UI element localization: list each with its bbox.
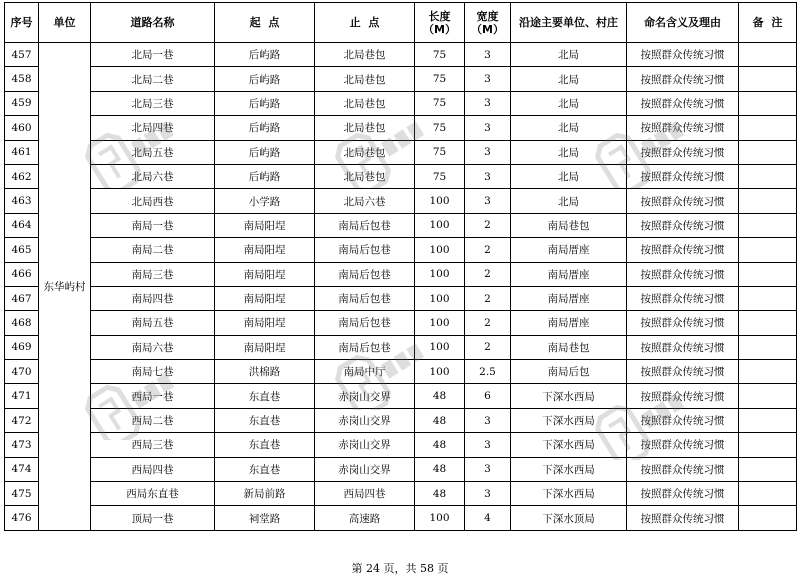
header-width-unit: （M） [471,22,504,36]
cell-remarks [739,384,797,408]
cell-meaning: 按照群众传统习惯 [627,286,739,310]
cell-remarks [739,360,797,384]
cell-along: 下深水西局 [511,433,627,457]
table-row [5,384,797,408]
cell-end: 南局中厅 [315,360,415,384]
table-body [5,43,797,531]
cell-seq: 467 [5,286,39,310]
cell-meaning: 按照群众传统习惯 [627,408,739,432]
cell-end: 北局六巷 [315,189,415,213]
header-width-label: 宽度 [476,9,499,23]
cell-start: 南局阳埕 [215,311,315,335]
cell-start: 后屿路 [215,164,315,188]
header-length-unit: （M） [423,22,456,36]
cell-seq: 463 [5,189,39,213]
cell-remarks [739,335,797,359]
cell-remarks [739,67,797,91]
cell-remarks [739,286,797,310]
road-naming-table [4,2,797,531]
cell-length: 48 [415,384,465,408]
cell-road-name: 北局五巷 [91,140,215,164]
cell-end: 南局后包巷 [315,213,415,237]
cell-seq: 472 [5,408,39,432]
cell-start: 东直巷 [215,408,315,432]
cell-road-name: 北局四巷 [91,116,215,140]
cell-seq: 471 [5,384,39,408]
road-naming-table-container [4,2,796,531]
cell-start: 洪棉路 [215,360,315,384]
cell-remarks [739,238,797,262]
cell-seq: 458 [5,67,39,91]
header-seq: 序号 [5,3,39,43]
cell-remarks [739,262,797,286]
cell-remarks [739,43,797,67]
cell-remarks [739,433,797,457]
cell-seq: 474 [5,457,39,481]
cell-start: 祠堂路 [215,506,315,530]
table-row [5,311,797,335]
table-row [5,238,797,262]
cell-length: 100 [415,360,465,384]
cell-along: 北局 [511,189,627,213]
cell-along: 南局厝座 [511,311,627,335]
cell-width: 3 [465,482,511,506]
cell-road-name: 南局一巷 [91,213,215,237]
cell-along: 南局厝座 [511,286,627,310]
cell-width: 3 [465,91,511,115]
header-along: 沿途主要单位、村庄 [511,3,627,43]
cell-meaning: 按照群众传统习惯 [627,116,739,140]
cell-end: 西局四巷 [315,482,415,506]
cell-meaning: 按照群众传统习惯 [627,189,739,213]
cell-start: 小学路 [215,189,315,213]
cell-end: 北局巷包 [315,67,415,91]
cell-start: 新局前路 [215,482,315,506]
table-row [5,433,797,457]
cell-remarks [739,482,797,506]
table-row [5,213,797,237]
cell-road-name: 西局四巷 [91,457,215,481]
cell-end: 北局巷包 [315,164,415,188]
table-row [5,408,797,432]
cell-length: 75 [415,67,465,91]
cell-width: 3 [465,140,511,164]
cell-road-name: 南局七巷 [91,360,215,384]
table-header-row [5,3,797,43]
cell-length: 100 [415,286,465,310]
cell-road-name: 南局四巷 [91,286,215,310]
cell-remarks [739,140,797,164]
table-row [5,116,797,140]
cell-road-name: 西局一巷 [91,384,215,408]
cell-end: 北局巷包 [315,43,415,67]
table-row [5,506,797,530]
cell-remarks [739,164,797,188]
cell-start: 东直巷 [215,457,315,481]
cell-start: 南局阳埕 [215,335,315,359]
cell-meaning: 按照群众传统习惯 [627,506,739,530]
cell-road-name: 北局西巷 [91,189,215,213]
cell-width: 2 [465,238,511,262]
cell-along: 南局厝座 [511,238,627,262]
cell-along: 南局厝座 [511,262,627,286]
cell-seq: 457 [5,43,39,67]
cell-meaning: 按照群众传统习惯 [627,433,739,457]
header-meaning: 命名含义及理由 [627,3,739,43]
cell-along: 北局 [511,67,627,91]
table-row [5,189,797,213]
table-row [5,91,797,115]
cell-width: 3 [465,164,511,188]
table-row [5,286,797,310]
cell-meaning: 按照群众传统习惯 [627,43,739,67]
cell-length: 48 [415,433,465,457]
cell-road-name: 南局二巷 [91,238,215,262]
cell-start: 后屿路 [215,140,315,164]
cell-meaning: 按照群众传统习惯 [627,67,739,91]
cell-end: 赤岗山交界 [315,384,415,408]
cell-along: 北局 [511,116,627,140]
cell-meaning: 按照群众传统习惯 [627,311,739,335]
cell-meaning: 按照群众传统习惯 [627,335,739,359]
cell-start: 南局阳埕 [215,213,315,237]
cell-meaning: 按照群众传统习惯 [627,213,739,237]
cell-seq: 475 [5,482,39,506]
cell-meaning: 按照群众传统习惯 [627,238,739,262]
cell-seq: 462 [5,164,39,188]
cell-width: 3 [465,457,511,481]
header-length-label: 长度 [428,9,451,23]
header-end: 止 点 [315,3,415,43]
cell-start: 后屿路 [215,116,315,140]
cell-meaning: 按照群众传统习惯 [627,384,739,408]
cell-end: 高速路 [315,506,415,530]
cell-width: 2 [465,311,511,335]
cell-road-name: 北局一巷 [91,43,215,67]
header-width [465,3,511,43]
cell-end: 北局巷包 [315,91,415,115]
cell-start: 东直巷 [215,433,315,457]
cell-meaning: 按照群众传统习惯 [627,482,739,506]
header-road-name: 道路名称 [91,3,215,43]
cell-along: 下深水西局 [511,482,627,506]
cell-seq: 459 [5,91,39,115]
cell-road-name: 西局二巷 [91,408,215,432]
cell-start: 南局阳埕 [215,238,315,262]
cell-end: 北局巷包 [315,116,415,140]
table-row [5,140,797,164]
cell-road-name: 南局三巷 [91,262,215,286]
cell-along: 南局巷包 [511,213,627,237]
cell-along: 北局 [511,140,627,164]
cell-length: 100 [415,213,465,237]
cell-meaning: 按照群众传统习惯 [627,457,739,481]
cell-meaning: 按照群众传统习惯 [627,262,739,286]
cell-road-name: 北局六巷 [91,164,215,188]
cell-along: 北局 [511,164,627,188]
cell-unit: 东华屿村 [39,43,91,531]
cell-start: 后屿路 [215,67,315,91]
cell-road-name: 西局东直巷 [91,482,215,506]
cell-end: 南局后包巷 [315,262,415,286]
cell-road-name: 北局二巷 [91,67,215,91]
cell-width: 3 [465,67,511,91]
cell-width: 4 [465,506,511,530]
cell-width: 6 [465,384,511,408]
cell-along: 北局 [511,43,627,67]
header-length [415,3,465,43]
cell-seq: 476 [5,506,39,530]
cell-width: 3 [465,433,511,457]
cell-along: 北局 [511,91,627,115]
cell-road-name: 南局六巷 [91,335,215,359]
header-unit: 单位 [39,3,91,43]
table-row [5,67,797,91]
cell-length: 100 [415,189,465,213]
cell-length: 100 [415,311,465,335]
cell-length: 75 [415,91,465,115]
cell-end: 南局后包巷 [315,286,415,310]
table-row [5,457,797,481]
cell-length: 75 [415,43,465,67]
cell-along: 下深水西局 [511,457,627,481]
cell-length: 100 [415,335,465,359]
cell-seq: 461 [5,140,39,164]
cell-along: 南局巷包 [511,335,627,359]
table-row [5,262,797,286]
cell-along: 南局后包 [511,360,627,384]
cell-start: 后屿路 [215,91,315,115]
cell-meaning: 按照群众传统习惯 [627,164,739,188]
header-remarks: 备 注 [739,3,797,43]
cell-end: 南局后包巷 [315,335,415,359]
cell-along: 下深水西局 [511,408,627,432]
cell-length: 100 [415,262,465,286]
cell-remarks [739,457,797,481]
cell-road-name: 西局三巷 [91,433,215,457]
cell-width: 2 [465,286,511,310]
cell-width: 2.5 [465,360,511,384]
cell-end: 南局后包巷 [315,238,415,262]
cell-length: 75 [415,116,465,140]
cell-seq: 464 [5,213,39,237]
cell-seq: 466 [5,262,39,286]
cell-start: 东直巷 [215,384,315,408]
cell-seq: 470 [5,360,39,384]
cell-end: 南局后包巷 [315,311,415,335]
cell-meaning: 按照群众传统习惯 [627,140,739,164]
cell-seq: 473 [5,433,39,457]
cell-width: 3 [465,189,511,213]
cell-remarks [739,116,797,140]
cell-seq: 469 [5,335,39,359]
cell-along: 下深水西局 [511,384,627,408]
cell-meaning: 按照群众传统习惯 [627,91,739,115]
cell-road-name: 北局三巷 [91,91,215,115]
table-row [5,335,797,359]
header-start: 起 点 [215,3,315,43]
cell-width: 2 [465,335,511,359]
cell-end: 赤岗山交界 [315,408,415,432]
cell-seq: 460 [5,116,39,140]
cell-remarks [739,91,797,115]
cell-length: 75 [415,164,465,188]
cell-seq: 468 [5,311,39,335]
cell-start: 南局阳埕 [215,262,315,286]
cell-length: 48 [415,408,465,432]
cell-remarks [739,213,797,237]
cell-end: 北局巷包 [315,140,415,164]
cell-width: 2 [465,213,511,237]
cell-width: 3 [465,116,511,140]
cell-road-name: 顶局一巷 [91,506,215,530]
cell-start: 南局阳埕 [215,286,315,310]
cell-end: 赤岗山交界 [315,457,415,481]
cell-length: 100 [415,238,465,262]
cell-width: 3 [465,408,511,432]
cell-seq: 465 [5,238,39,262]
table-row [5,360,797,384]
page-footer: 第 24 页，共 58 页 [351,562,449,575]
cell-remarks [739,189,797,213]
cell-remarks [739,311,797,335]
cell-start: 后屿路 [215,43,315,67]
cell-end: 赤岗山交界 [315,433,415,457]
cell-width: 3 [465,43,511,67]
cell-width: 2 [465,262,511,286]
cell-length: 100 [415,506,465,530]
table-row [5,482,797,506]
cell-remarks [739,408,797,432]
table-row [5,43,797,67]
cell-length: 75 [415,140,465,164]
cell-road-name: 南局五巷 [91,311,215,335]
cell-remarks [739,506,797,530]
cell-meaning: 按照群众传统习惯 [627,360,739,384]
cell-along: 下深水顶局 [511,506,627,530]
cell-length: 48 [415,482,465,506]
table-row [5,164,797,188]
cell-length: 48 [415,457,465,481]
